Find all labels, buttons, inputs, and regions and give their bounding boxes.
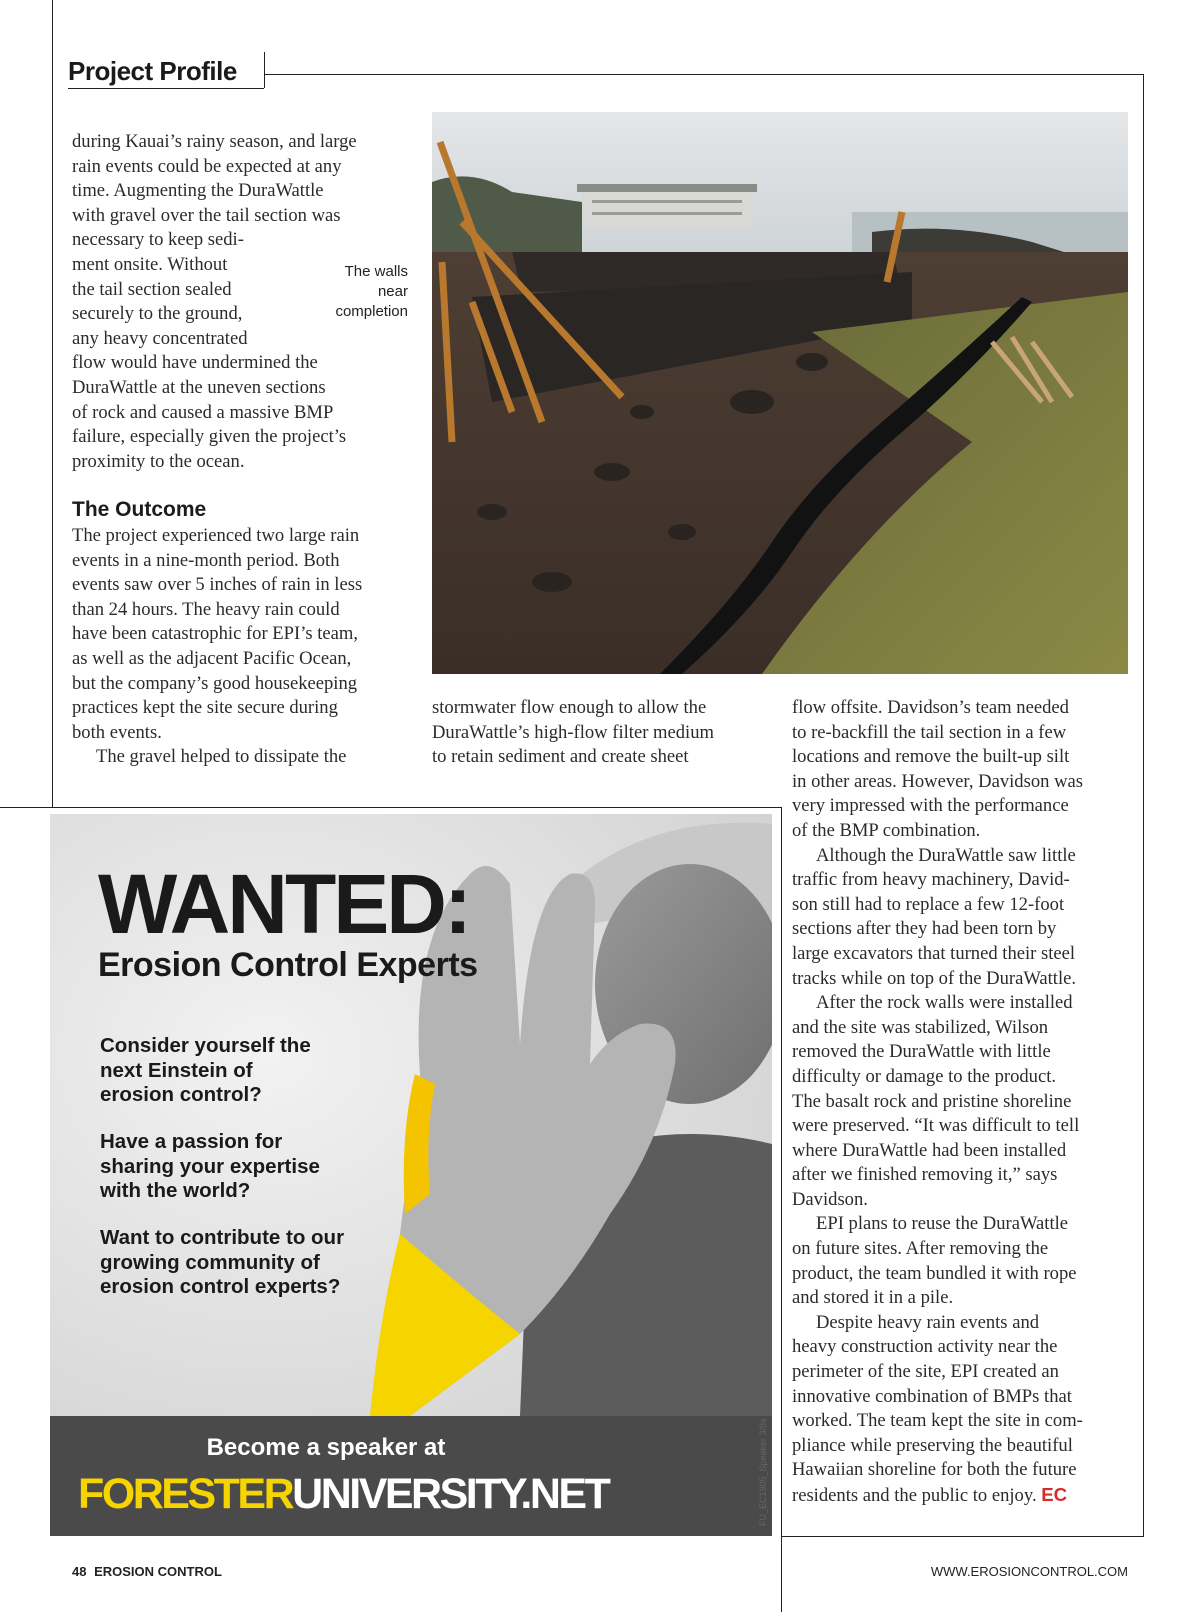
text-line: son still had to replace a few 12-foot [792, 893, 1065, 915]
text-line: and the site was stabilized, Wilson [792, 1016, 1049, 1038]
text-line: securely to the ground, [72, 303, 243, 325]
text-line: The project experienced two large rain [72, 525, 360, 546]
frame-header-rule [264, 74, 1144, 75]
text-line: of the BMP combination. [792, 819, 981, 841]
text-line: large excavators that turned their steel [792, 942, 1076, 964]
column-2-text [432, 696, 772, 770]
text-line: tracks while on top of the DuraWattle. [792, 967, 1077, 989]
text-line: The basalt rock and pristine shoreline [792, 1090, 1072, 1112]
ad-code: FU_EC1905_Speaker 3/8s [758, 1418, 768, 1526]
ad-question-1: Consider yourself the next Einstein of erosion control? [100, 1034, 311, 1106]
text-line: have been catastrophic for EPI’s team, [72, 623, 359, 645]
url-part-forester: FORESTER [78, 1470, 293, 1518]
magazine-name: EROSION CONTROL [94, 1564, 222, 1579]
ad-banner [50, 1416, 772, 1536]
ad-subheadline: Erosion Control Experts [98, 946, 478, 984]
text-line: and stored it in a pile. [792, 1287, 954, 1309]
caption-line: The walls [344, 263, 408, 280]
text-line: than 24 hours. The heavy rain could [72, 598, 340, 620]
text-line: DuraWattle at the uneven sections [72, 376, 326, 398]
text-line: perimeter of the site, EPI created an [792, 1361, 1059, 1383]
ad-headline: WANTED: [98, 857, 469, 951]
outcome-heading: The Outcome [72, 498, 207, 521]
text-line: product, the team bundled it with rope [792, 1262, 1077, 1284]
photo-caption [300, 262, 408, 322]
ad-become-speaker: Become a speaker at [206, 1434, 446, 1461]
text-line: events saw over 5 inches of rain in less [72, 574, 363, 596]
text-line: events in a nine-month period. Both [72, 549, 340, 571]
text-line: Davidson. [792, 1188, 868, 1210]
page-number: 48 [72, 1564, 87, 1579]
text-line: rain events could be expected at any [72, 155, 342, 177]
url-part-university: UNIVERSITY.NET [292, 1470, 609, 1518]
text-line: flow offsite. Davidson’s team needed [792, 697, 1069, 718]
ad-question-2: Have a passion for sharing your expertise with the world? [100, 1130, 320, 1202]
text-line: flow would have undermined the [72, 352, 318, 374]
footer-website[interactable]: WWW.EROSIONCONTROL.COM [930, 1564, 1128, 1579]
end-mark: EC [1041, 1484, 1068, 1505]
building-roof [577, 184, 757, 192]
text-line: to re-backfill the tail section in a few [792, 721, 1067, 743]
text-line: time. Augmenting the DuraWattle [72, 180, 324, 202]
label-box-right [264, 52, 265, 88]
text-line: heavy construction activity near the [792, 1336, 1058, 1358]
text-line: The gravel helped to dissipate the [96, 746, 347, 768]
text-line: necessary to keep sedi- [72, 229, 244, 251]
text-line: where DuraWattle had been installed [792, 1139, 1067, 1161]
text-line: of rock and caused a massive BMP [72, 401, 334, 423]
ad-website-link[interactable] [78, 1470, 608, 1519]
text-line: failure, especially given the project’s [72, 426, 347, 448]
text-line-last [792, 1483, 1132, 1509]
frame-right-top [1143, 74, 1144, 1536]
caption-line: completion [335, 303, 408, 320]
text-line: to retain sediment and create sheet [432, 746, 689, 768]
text-line: as well as the adjacent Pacific Ocean, [72, 647, 352, 669]
text-line: both events. [72, 721, 162, 743]
text-line: DuraWattle’s high-flow filter medium [432, 721, 714, 743]
text-line: ment onsite. Without [72, 253, 228, 275]
building [582, 190, 752, 230]
text-line: EPI plans to reuse the DuraWattle [816, 1213, 1069, 1235]
column-3-text [792, 696, 1132, 1509]
text-line: After the rock walls were installed [816, 992, 1073, 1014]
text-line: removed the DuraWattle with little [792, 1041, 1051, 1063]
frame-bottom-rule [781, 1536, 1144, 1537]
text-line: pliance while preserving the beautiful [792, 1434, 1073, 1456]
text-line: stormwater flow enough to allow the [432, 697, 707, 718]
text-line: residents and the public to enjoy. [792, 1485, 1037, 1506]
text-line: worked. The team kept the site in com- [792, 1410, 1083, 1432]
site-photo-illustration [432, 112, 1128, 674]
text-line: after we finished removing it,” says [792, 1164, 1058, 1186]
text-line: during Kauai’s rainy season, and large [72, 131, 357, 152]
text-line: Although the DuraWattle saw little [816, 844, 1076, 866]
text-line: Despite heavy rain events and [816, 1311, 1040, 1333]
text-line: but the company’s good housekeeping [72, 672, 358, 694]
text-line: very impressed with the performance [792, 795, 1069, 817]
text-line: were preserved. “It was difficult to tell [792, 1115, 1080, 1137]
text-line: in other areas. However, Davidson was [792, 770, 1083, 792]
footer-left [72, 1564, 222, 1579]
text-line: difficulty or damage to the product. [792, 1065, 1057, 1087]
frame-ad-right [781, 807, 782, 1612]
text-line: the tail section sealed [72, 278, 232, 300]
frame-left-top [52, 0, 53, 808]
speaker-ad[interactable] [50, 814, 772, 1536]
section-label: Project Profile [68, 56, 237, 86]
ad-question-3: Want to contribute to our growing community of erosion control experts? [100, 1226, 345, 1298]
text-line: with gravel over the tail section was [72, 204, 341, 226]
text-line: sections after they had been torn by [792, 918, 1057, 940]
text-line: locations and remove the built-up silt [792, 746, 1070, 768]
label-box-bottom [68, 88, 264, 89]
column-1-outcome [72, 524, 412, 770]
frame-ad-rule [0, 807, 782, 808]
text-line: practices kept the site secure during [72, 697, 338, 719]
text-line: on future sites. After removing the [792, 1238, 1049, 1260]
text-line: innovative combination of BMPs that [792, 1385, 1072, 1407]
text-line: proximity to the ocean. [72, 450, 245, 472]
site-photo [432, 112, 1128, 674]
text-line: Hawaiian shoreline for both the future [792, 1459, 1077, 1481]
caption-line: near [377, 283, 408, 300]
text-line: traffic from heavy machinery, David- [792, 869, 1070, 891]
text-line: any heavy concentrated [72, 327, 248, 349]
